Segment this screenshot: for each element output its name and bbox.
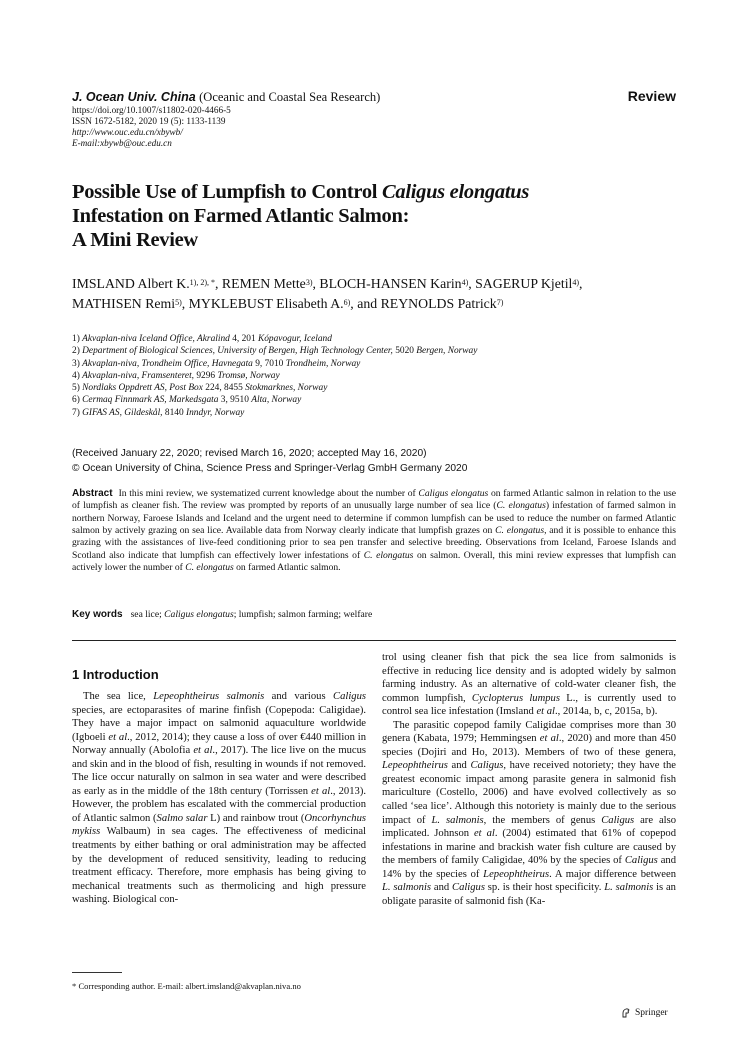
affiliation-list bbox=[72, 333, 676, 419]
paragraph: trol using cleaner fish that pick the sea lice from salmonids is effective in reducing lice density and is adopted widely by salmon farming industry. As an alternative of cold-water cleaner fish, the common lumpfish, Cyclopterus lumpus L., is currently used to control sea lice infestation (Imsland et al., 2014a, b, c, 2015a, b). bbox=[382, 652, 676, 718]
section-heading: 1 Introduction bbox=[72, 667, 159, 682]
springer-horse-icon bbox=[620, 1007, 632, 1019]
section-divider bbox=[72, 640, 676, 641]
affiliation-item: 3) Akvaplan-niva, Trondheim Office, Havnegata 9, 7010 Trondheim, Norway bbox=[72, 358, 361, 369]
keywords: Key words sea lice; Caligus elongatus; lumpfish; salmon farming; welfare bbox=[72, 609, 373, 620]
paragraph: The parasitic copepod family Caligidae comprises more than 30 genera (Kabata, 1979; Hemmingsen et al., 2020) and more than 450 species (Dojiri and Ho, 2013). Members of two of these genera, Lepeophtheirus and Caligus, have received notoriety; they have the greatest economic impact among parasite genera in salmonid fish mariculture (Costello, 2006) and have evolved collectively as so called ‘sea lice’. Although this notoriety is mainly due to the serious impact of L. salmonis, the members of genus Caligus are also implicated. Johnson et al. (2004) estimated that 61% of copepod infestations in marine and brackish water fish culture are caused by the members of family Caligidae, 40% by the species of Caligus and 14% by the species of Lepeophtheirus. A major difference between L. salmonis and Caligus sp. is their host specificity. L. salmonis is an obligate parasite of salmonid fish (Ka- bbox=[382, 719, 677, 907]
abstract-label: Abstract bbox=[72, 488, 113, 499]
publisher-logo bbox=[620, 1007, 668, 1019]
journal-name: J. Ocean Univ. China bbox=[72, 90, 196, 104]
journal-header bbox=[72, 89, 676, 149]
paragraph: The sea lice, Lepeophtheirus salmonis and various Caligus species, are ectoparasites of marine finfish (Copepoda: Caligidae). They have a major impact on salmonid aquaculture worldwide (Igboeli et al., 2012, 2014); they cause a loss of over €440 million in Norway annually (Abolofia et al., 2017). The lice live on the mucus and skin and in the blood of fish, resulting in wounds if not removed. The lice occur naturally on salmon in sea water and were described as early as in the middle of the 18th century (Torrissen et al., 2013). However, the problem has escalated with the commercial production of Atlantic salmon (Salmo salar L) and rainbow trout (Oncorhynchus mykiss Walbaum) in sea cages. The effectiveness of medicinal treatments by either bathing or oral administration may be affected by the development of reduced sensitivity, leading to reducing treatment efficacy. Therefore, more emphasis has being giving to mechanical treatments such as thermolicing and high pressure washing. Biological con- bbox=[72, 691, 367, 906]
affiliation-item: 2) Department of Biological Sciences, University of Bergen, High Technology Center, 5020 Bergen, Norway bbox=[72, 346, 478, 357]
journal-email[interactable]: E-mail:xbywb@ouc.edu.cn bbox=[72, 138, 172, 148]
article-type-label: Review bbox=[627, 88, 676, 104]
journal-subtitle: (Oceanic and Coastal Sea Research) bbox=[199, 90, 381, 104]
keywords-label: Key words bbox=[72, 609, 123, 620]
copyright-line: © Ocean University of China, Science Press and Springer-Verlag GmbH Germany 2020 bbox=[72, 462, 468, 474]
author-line-1: IMSLAND Albert K.$^{1), 2), *}$, REMEN Mette$^{3)}$, BLOCH-HANSEN Karin$^{4)}$, SAGERUP Kjetil$^{4)}$, bbox=[72, 276, 583, 291]
title-line-3: A Mini Review bbox=[72, 229, 198, 251]
received-dates: (Received January 22, 2020; revised March 16, 2020; accepted May 16, 2020) bbox=[72, 448, 427, 459]
affiliation-item: 4) Akvaplan-niva, Framsenteret, 9296 Tromsø, Norway bbox=[72, 370, 280, 381]
affiliation-item: 5) Nordlaks Oppdrett AS, Post Box 224, 8455 Stokmarknes, Norway bbox=[72, 383, 328, 394]
abstract: Abstract In this mini review, we systematized current knowledge about the number of Caligus elongatus on farmed Atlantic salmon in relation to the use of lumpfish as cleaner fish. The review was prompted by reports of an unusually large number of sea lice (C. elongatus) infestation of farmed salmon in northern Norway, Faroese Islands and Iceland and the urgent need to determine if common lumpfish can be used to reduce the number on farmed Atlantic salmon by actively grazing on sea lice. Available data from Norway clearly indicate that lumpfish grazes on C. elongatus, and it is possible to enhance this grazing with the assistances of live-feed conditioning prior to sea pen transfer and selective breeding. Observations from Iceland, Faroese Islands and Scotland also indicate that lumpfish can effectively lower infestations of C. elongatus on salmon. Overall, this mini review expresses that lumpfish can actively lower the number of C. elongatus on farmed Atlantic salmon. bbox=[72, 488, 677, 574]
title-line-2: Infestation on Farmed Atlantic Salmon: bbox=[72, 205, 410, 227]
author-list bbox=[72, 274, 676, 313]
issn-line: ISSN 1672-5182, 2020 19 (5): 1133-1139 bbox=[72, 116, 226, 126]
journal-url[interactable]: http://www.ouc.edu.cn/xbywb/ bbox=[72, 127, 183, 137]
journal-line bbox=[72, 89, 676, 105]
title-line-1: Possible Use of Lumpfish to Control Caligus elongatus bbox=[72, 181, 530, 203]
publisher-name: Springer bbox=[635, 1008, 668, 1018]
affiliation-item: 6) Cermaq Finnmark AS, Markedsgata 3, 9510 Alta, Norway bbox=[72, 395, 302, 406]
footnote-rule bbox=[72, 972, 122, 973]
corresponding-author-footnote: * Corresponding author. E-mail: albert.imsland@akvaplan.niva.no bbox=[72, 981, 301, 991]
body-column-right bbox=[382, 651, 676, 908]
article-history bbox=[72, 447, 676, 476]
doi-link[interactable]: https://doi.org/10.1007/s11802-020-4466-5 bbox=[72, 105, 231, 115]
author-line-2: MATHISEN Remi$^{5)}$, MYKLEBUST Elisabeth A.$^{6)}$, and REYNOLDS Patrick$^{7)}$ bbox=[72, 295, 504, 311]
article-title bbox=[72, 180, 676, 252]
body-column-left bbox=[72, 690, 366, 907]
affiliation-item: 1) Akvaplan-niva Iceland Office, Akralind 4, 201 Kópavogur, Iceland bbox=[72, 334, 332, 344]
affiliation-item: 7) GIFAS AS, Gildeskål, 8140 Inndyr, Norway bbox=[72, 407, 245, 418]
